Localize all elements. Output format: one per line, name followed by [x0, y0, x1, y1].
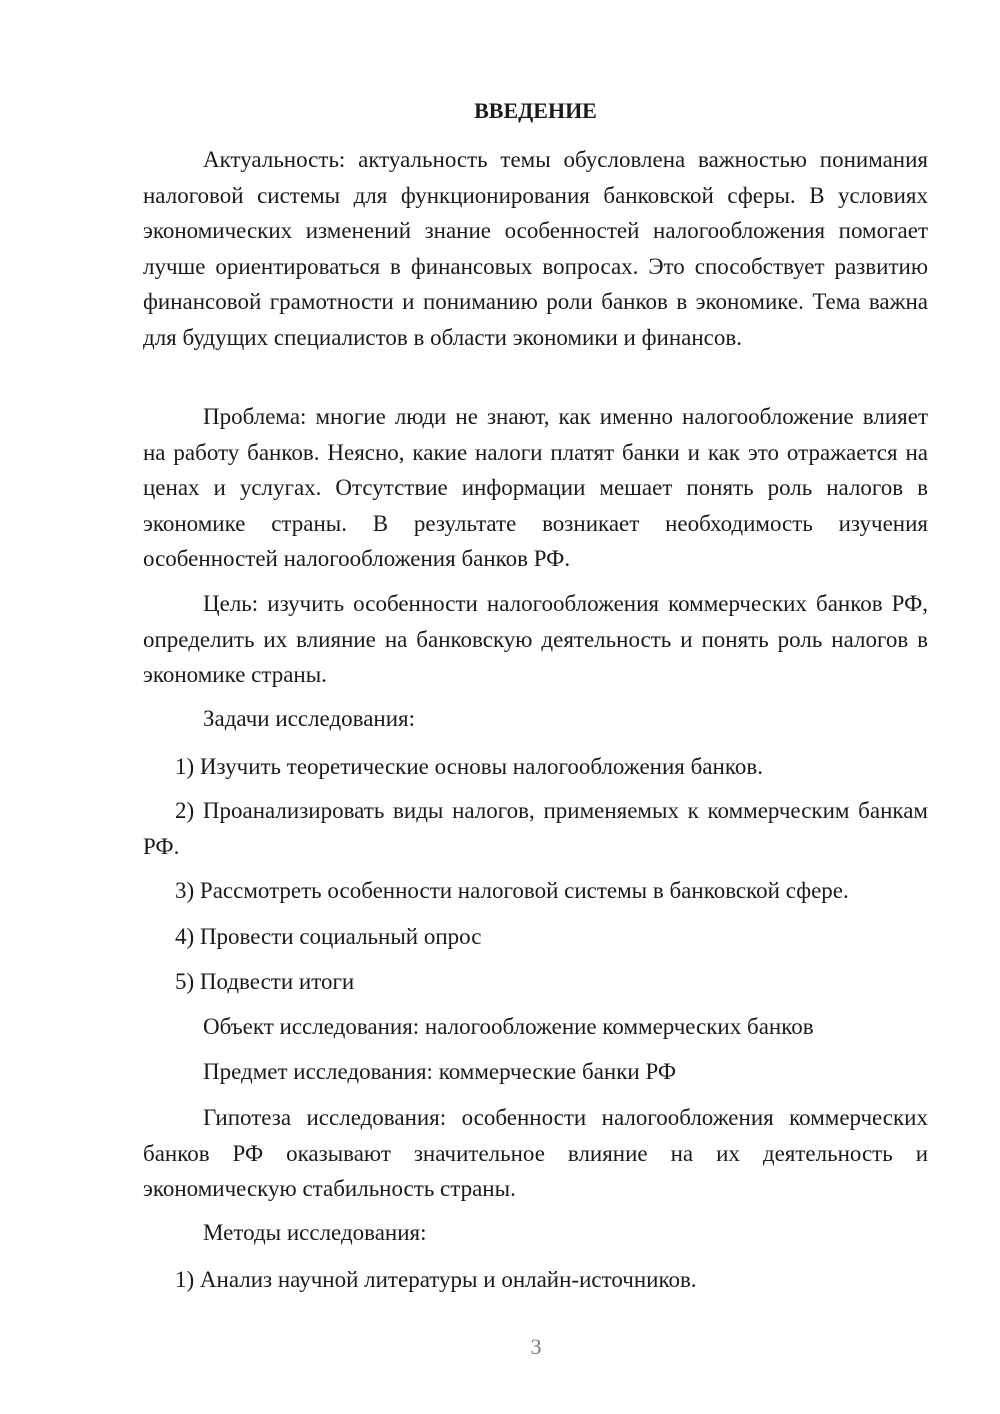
paragraph-object: Объект исследования: налогообложение коммерческих банков — [203, 1014, 814, 1039]
method-item-1: 1) Анализ научной литературы и онлайн-источников. — [175, 1267, 697, 1292]
page-number: 3 — [530, 1334, 542, 1359]
paragraph-hypothesis: Гипотеза исследования: особенности налогообложения коммерческих банков РФ оказывают значительное влияние на их деятельность и экономическую стабильность страны. — [143, 1105, 928, 1201]
paragraph-goal: Цель: изучить особенности налогообложения коммерческих банков РФ, определить их влияние на банковскую деятельность и понять роль налогов в экономике страны. — [143, 591, 928, 687]
task-item-3: 3) Рассмотреть особенности налоговой системы в банковской сфере. — [175, 878, 849, 903]
paragraph-subject: Предмет исследования: коммерческие банки РФ — [203, 1059, 677, 1084]
methods-title: Методы исследования: — [203, 1220, 427, 1245]
task-item-1: 1) Изучить теоретические основы налогообложения банков. — [175, 754, 763, 779]
paragraph-relevance: Актуальность: актуальность темы обусловлена важностью понимания налоговой системы для функционирования банковской сферы. В условиях экономических изменений знание особенностей налогообложения помогает лучше ориентироваться в финансовых вопросах. Это способствует развитию финансовой грамотности и пониманию роли банков в экономике. Тема важна для будущих специалистов в области экономики и финансов. — [143, 147, 928, 350]
tasks-title: Задачи исследования: — [203, 706, 416, 731]
page-title: ВВЕДЕНИЕ — [474, 98, 597, 123]
task-item-5: 5) Подвести итоги — [175, 969, 355, 994]
task-item-4: 4) Провести социальный опрос — [175, 924, 482, 949]
paragraph-problem: Проблема: многие люди не знают, как именно налогообложение влияет на работу банков. Неясно, какие налоги платят банки и как это отражается на ценах и услугах. Отсутствие информации мешает понять роль налогов в экономике страны. В результате возникает необходимость изучения особенностей налогообложения банков РФ. — [143, 404, 928, 571]
task-item-2: 2) Проанализировать виды налогов, применяемых к коммерческим банкам РФ. — [143, 798, 928, 859]
